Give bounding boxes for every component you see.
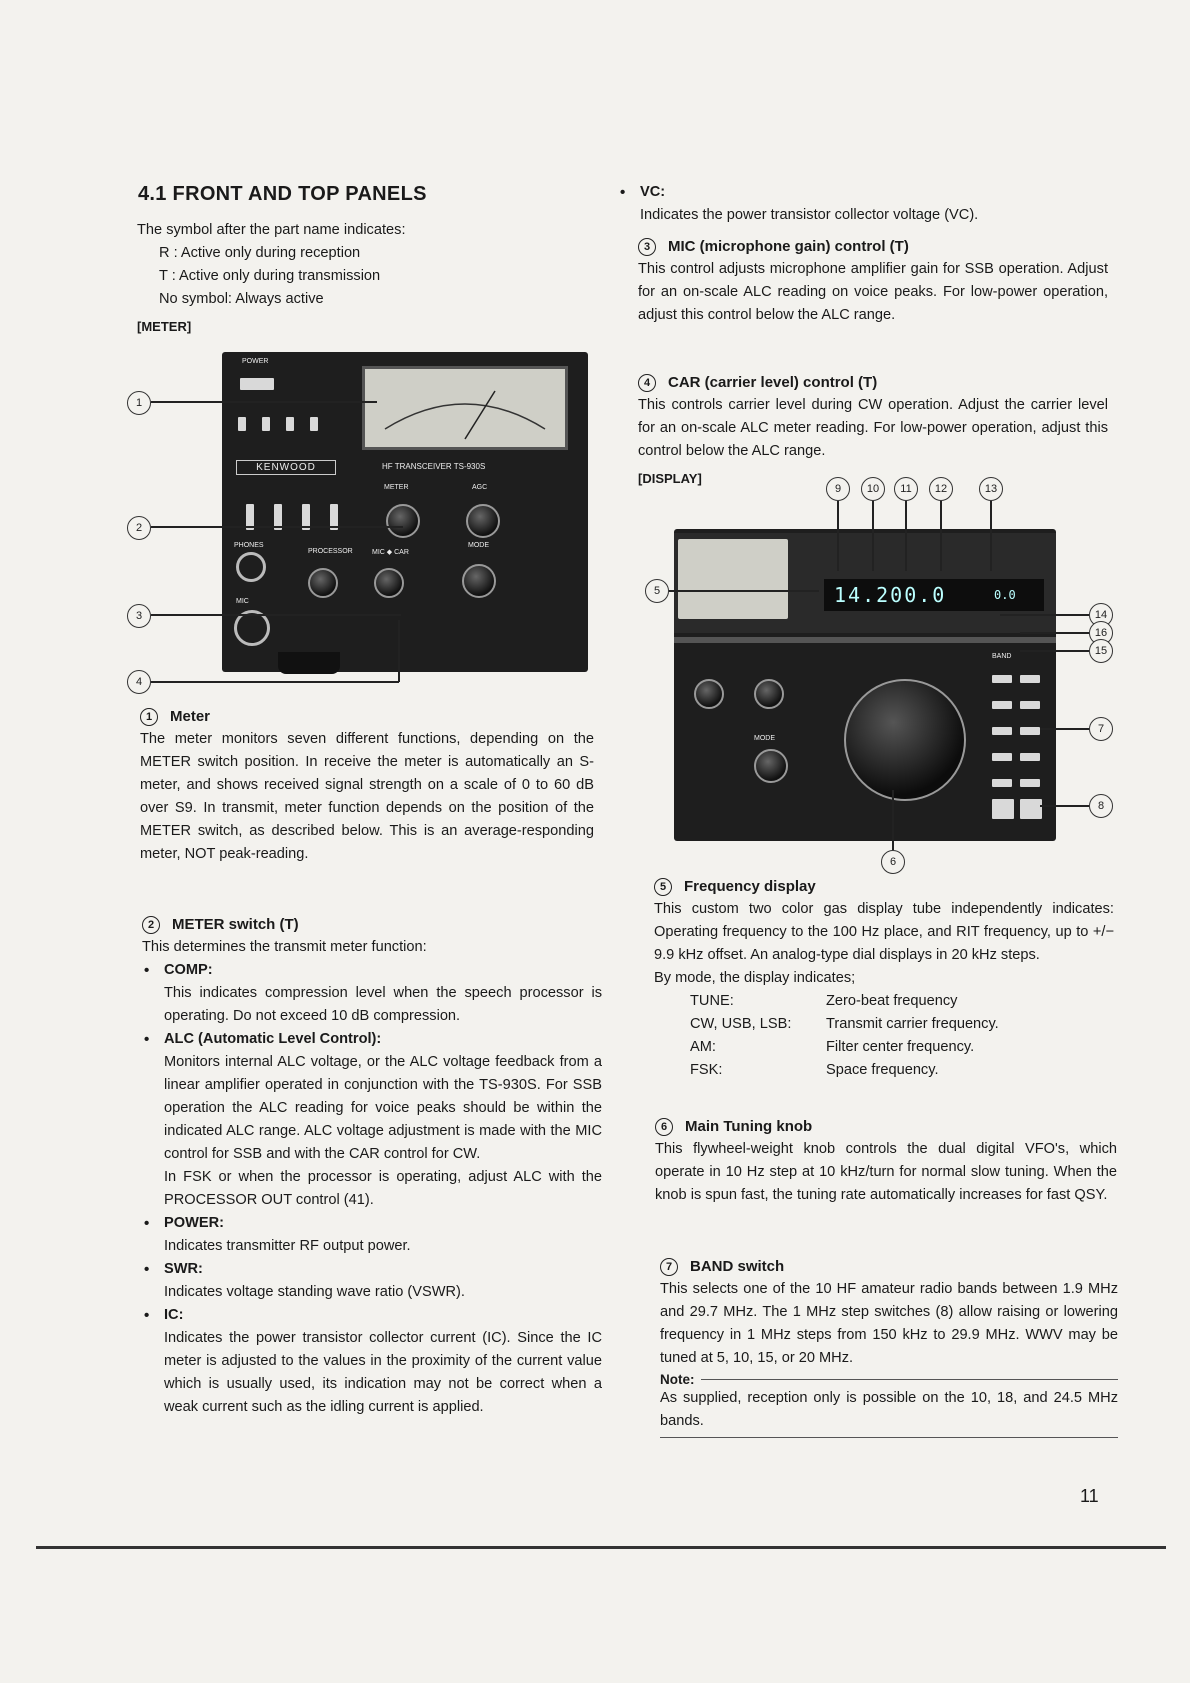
mode-row (690, 1059, 999, 1082)
frequency-readout: 14.200.0 (834, 583, 947, 607)
power-switch (240, 378, 274, 390)
callout-15: 15 (1089, 639, 1113, 663)
callout-4: 4 (127, 670, 151, 694)
freq-text: This custom two color gas display tube independently indicates: Operating frequency to the 100 Hz place, and RIT frequency, up to +/− 9.9 kHz offset. An analog-type dial displays in 20 kHz steps. (654, 901, 1114, 963)
callout-1: 1 (127, 391, 151, 415)
mode-name: FSK: (690, 1062, 723, 1078)
band-section (660, 1256, 1118, 1438)
agc-knob (466, 504, 500, 538)
ic-text: Indicates the power transistor collector current (IC). Since the IC meter is adjusted to the values in the proximity of the current value which is usually used, its indication may not be correct when a weak current such as the idling current is applied. (164, 1330, 602, 1415)
freq-heading: Frequency display (684, 878, 816, 895)
s-meter (362, 366, 568, 450)
meter-label: [METER] (137, 319, 192, 334)
mode-row (690, 1013, 999, 1036)
band-heading: BAND switch (690, 1258, 785, 1275)
rit-readout: 0.0 (994, 588, 1016, 602)
item-number: 7 (660, 1258, 678, 1276)
meter-section (140, 706, 594, 866)
agc-label: AGC (472, 484, 488, 491)
mic-heading: MIC (microphone gain) control (T) (668, 238, 909, 255)
mic-car-knob (374, 568, 404, 598)
callout-9: 9 (826, 477, 850, 501)
mode-desc: Zero-beat frequency (826, 993, 958, 1009)
item-number: 1 (140, 708, 158, 726)
callout-5: 5 (645, 579, 669, 603)
callout-11: 11 (894, 477, 918, 501)
mic-text: This control adjusts microphone amplifier gain for SSB operation. Adjust for an on-scale ALC reading on voice peaks. For low-power operation, adjust this control below the ALC range. (638, 261, 1108, 323)
callout-10: 10 (861, 477, 885, 501)
freq-mode-lead: By mode, the display indicates; (654, 970, 856, 986)
freq-section (654, 876, 1114, 1082)
mode-label: MODE (468, 542, 489, 549)
tuning-text: This flywheel-weight knob controls the dual digital VFO's, which operate in 10 Hz step at 10 kHz/turn for normal slow tuning. When the knob is spun fast, the tuning rate automatically increases for fast QSY. (655, 1141, 1117, 1203)
intro-item: T : Active only during transmission (159, 268, 381, 284)
callout-6: 6 (881, 850, 905, 874)
car-text: This controls carrier level during CW operation. Adjust the carrier level for an on-scale ALC meter reading. For low-power operation, adjust this control below the ALC range. (638, 397, 1108, 459)
item-number: 6 (655, 1118, 673, 1136)
power-label: POWER (242, 358, 269, 365)
callout-13: 13 (979, 477, 1003, 501)
mode-label-2: MODE (754, 735, 775, 742)
car-section (638, 372, 1108, 490)
tuning-section (655, 1116, 1117, 1207)
mode-row (690, 990, 999, 1013)
intro (137, 219, 577, 338)
mode-desc: Filter center frequency. (826, 1039, 975, 1055)
callout-8: 8 (1089, 794, 1113, 818)
vc-section (618, 181, 1110, 227)
item-number: 3 (638, 238, 656, 256)
callout-2: 2 (127, 516, 151, 540)
bottom-rule (36, 1546, 1166, 1549)
comp-title: • COMP: (142, 959, 602, 982)
callout-14: 14 (1089, 603, 1113, 627)
mic-jack-label: MIC (236, 598, 249, 605)
car-heading: CAR (carrier level) control (T) (668, 374, 878, 391)
comp-text: This indicates compression level when the speech processor is operating. Do not exceed 10 dB compression. (164, 985, 602, 1024)
vc-title: • VC: (618, 181, 1110, 204)
meter-knob (386, 504, 420, 538)
mhz-up-button (1020, 799, 1042, 819)
intro-item: R : Active only during reception (159, 245, 361, 261)
kenwood-logo: KENWOOD (236, 460, 336, 475)
alc-text: Monitors internal ALC voltage, or the ALC voltage feedback from a linear amplifier operated in conjunction with the TS-930S. For SSB operation the ALC reading for voice peaks should be within the indicated ALC range. ALC voltage adjustment is made with the MIC control for SSB and with the CAR control for CW. (164, 1054, 602, 1162)
note-text: As supplied, reception only is possible on the 10, 18, and 24.5 MHz bands. (660, 1390, 1118, 1429)
power-text: Indicates transmitter RF output power. (164, 1238, 411, 1254)
callout-16: 16 (1089, 621, 1113, 645)
note-bottom-rule (660, 1437, 1118, 1438)
section-title: 4.1 FRONT AND TOP PANELS (138, 183, 427, 205)
note-label: Note: (660, 1372, 695, 1387)
gas-display (824, 579, 1044, 611)
mic-section (638, 236, 1108, 327)
callout-3: 3 (127, 604, 151, 628)
mode-table (690, 990, 999, 1082)
mode-knob (462, 564, 496, 598)
meter-text: The meter monitors seven different functions, depending on the METER switch position. In receive the meter is automatically an S-meter, and shows received signal strength on a scale of 0 to 60 dB over S9. In transmit, meter function depends on the position of the METER switch, as described below. This is an average-responding meter, NOT peak-reading. (140, 731, 594, 862)
callout-7: 7 (1089, 717, 1113, 741)
processor-knob (308, 568, 338, 598)
mode-name: CW, USB, LSB: (690, 1016, 792, 1032)
display-label: [DISPLAY] (638, 471, 702, 486)
alc-text-2: In FSK or when the processor is operating, adjust ALC with the PROCESSOR OUT control (41). (164, 1169, 602, 1208)
mode-desc: Space frequency. (826, 1062, 939, 1078)
mode-row (690, 1036, 999, 1059)
main-tuning-knob (844, 679, 966, 801)
band-text: This selects one of the 10 HF amateur radio bands between 1.9 MHz and 29.7 MHz. The 1 MHz step switches (8) allow raising or lowering frequency in 1 MHz steps from 150 kHz to 29.9 MHz. WWV may be tuned at 5, 10, 15, or 20 MHz. (660, 1281, 1118, 1366)
mode-desc: Transmit carrier frequency. (826, 1016, 999, 1032)
intro-lead: The symbol after the part name indicates: (137, 222, 406, 238)
swr-text: Indicates voltage standing wave ratio (VSWR). (164, 1284, 465, 1300)
phones-label: PHONES (234, 542, 264, 549)
power-title: • POWER: (142, 1212, 602, 1235)
meter-heading: Meter (170, 708, 211, 725)
ic-title: • IC: (142, 1304, 602, 1327)
meter-switch-section (142, 914, 602, 1419)
display-panel-image (674, 529, 1056, 841)
page-number: 11 (1080, 1486, 1099, 1506)
item-number: 5 (654, 878, 672, 896)
mode-name: TUNE: (690, 993, 734, 1009)
meter-switch-lead: This determines the transmit meter function: (142, 939, 427, 955)
item-number: 4 (638, 374, 656, 392)
mic-car-label: MIC ◆ CAR (372, 549, 409, 556)
note-rule (701, 1379, 1119, 1380)
meter-knob-label: METER (384, 484, 409, 491)
phones-jack (236, 552, 266, 582)
mhz-down-button (992, 799, 1014, 819)
note-row (660, 1372, 1118, 1387)
analog-dial (678, 539, 788, 619)
swr-title: • SWR: (142, 1258, 602, 1281)
mode-name: AM: (690, 1039, 716, 1055)
band-label: BAND (992, 653, 1012, 660)
callout-12: 12 (929, 477, 953, 501)
meter-switch-heading: METER switch (T) (172, 916, 299, 933)
processor-label: PROCESSOR (308, 548, 353, 555)
meter-scale (365, 369, 565, 447)
tuning-heading: Main Tuning knob (685, 1118, 813, 1135)
alc-title: • ALC (Automatic Level Control): (142, 1028, 602, 1051)
vc-text: Indicates the power transistor collector voltage (VC). (640, 207, 979, 223)
item-number: 2 (142, 916, 160, 934)
model-label: HF TRANSCEIVER TS-930S (382, 462, 486, 471)
meter-panel-image (222, 352, 588, 672)
intro-item: No symbol: Always active (159, 291, 324, 307)
